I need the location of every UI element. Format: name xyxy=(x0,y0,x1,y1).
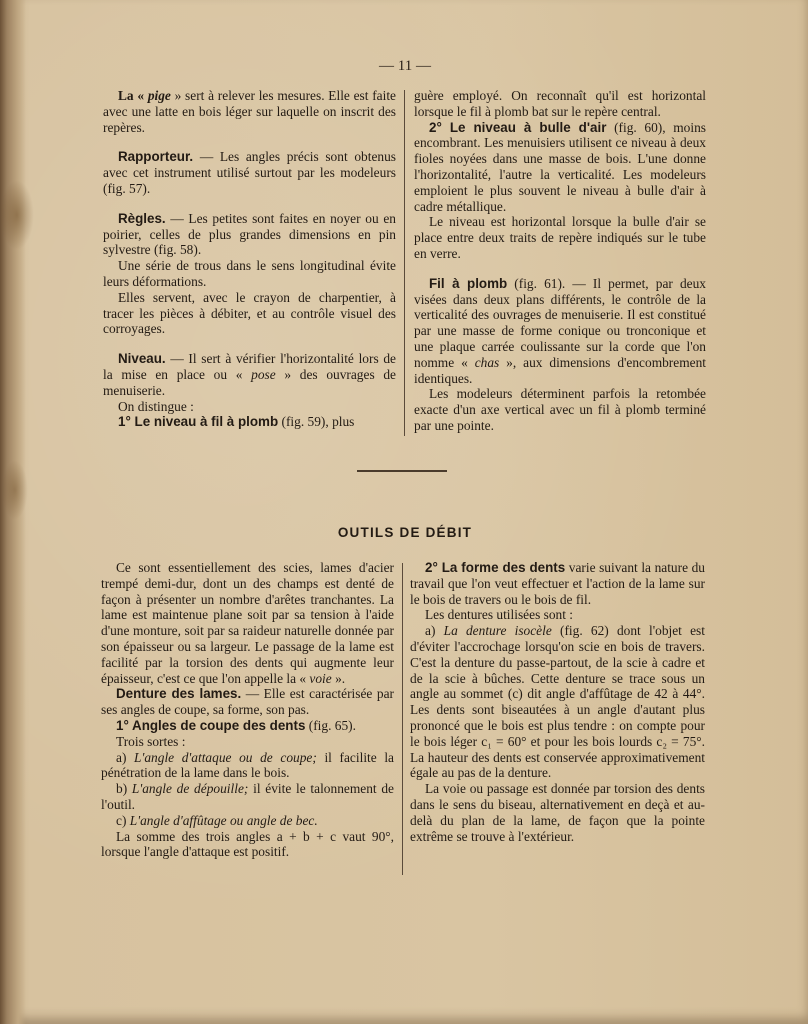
column-top-right xyxy=(414,88,706,434)
paragraph-regles-2: Une série de trous dans le sens longitudinal évite leurs déformations. xyxy=(103,258,396,289)
heading-niveau: Niveau. xyxy=(118,351,166,367)
pige-text: » sert à relever les mesures. Elle est faite avec une latte en bois léger sur laquelle on inscrit des repères. xyxy=(103,88,396,135)
angle-c-term: L'angle d'affûtage ou angle de bec. xyxy=(129,812,318,828)
paragraph-niveau xyxy=(103,351,396,398)
fil-plomb-text: (fig. 61). — Il permet, par deux visées dans deux plans différents, le contrôle de la verticalité des ouvrages de menuiserie. Il est constitué par une masse de forme conique ou tronconique et une plaque carrée coulissante sur la corde que l'on nomme « xyxy=(414,275,706,370)
list-marker: b) xyxy=(116,781,132,797)
niveau-text: — Il sert à vérifier l'horizontalité lors de la mise en place ou « xyxy=(103,351,396,382)
rapporteur-text: — Les angles précis sont obtenus avec cet instrument utilisé surtout par les modeleurs (fig. 57). xyxy=(103,149,396,196)
denture-isocele-text: (fig. 62) dont l'objet est d'éviter l'accrochage lorsqu'on scie en bois de travers. C'est la denture du passe-partout, de la scie à cadre et de la scie à bûches. Cette denture se trace sous un angle au sommet (c) dit angle d'affûtage de 42 à 44°. Les dents sont biseautées à un angle d'autant plus prononcé que le bois est plus tendre : on compte pour le bois léger c₁ = 60° et pour les bois lourds c₂ = 75°. La hauteur des dents est conservée approximativement égale au pas de la denture. xyxy=(410,623,705,781)
heading-niveau-bulle: 2° Le niveau à bulle d'air xyxy=(429,119,607,135)
book-spine xyxy=(0,0,26,1024)
paragraph-rapporteur xyxy=(103,149,396,196)
paragraph-distingue: On distingue : xyxy=(118,398,194,414)
paragraph-pige xyxy=(103,88,396,135)
list-marker: a) xyxy=(425,623,444,639)
heading-rapporteur: Rapporteur. xyxy=(118,149,194,165)
niveau-fil-text: (fig. 59), plus xyxy=(278,414,355,430)
paragraph-somme: La somme des trois angles a + b + c vaut 90°, lorsque l'angle d'attaque est positif. xyxy=(101,828,394,860)
list-marker: a) xyxy=(116,749,135,765)
fil-plomb-text-end: », aux dimensions d'encombrement identiques. xyxy=(414,354,706,386)
angle-b-term: L'angle de dépouille; xyxy=(131,781,249,797)
paragraph-trois: Trois sortes : xyxy=(116,733,186,749)
paragraph-angles xyxy=(101,718,394,734)
paragraph-intro xyxy=(101,560,394,686)
paragraph-niveau-horizontal: Le niveau est horizontal lorsque la bulle d'air se place entre deux traits de repère indiqués sur le tube en verre. xyxy=(414,214,706,261)
heading-fil-plomb: Fil à plomb xyxy=(429,275,508,291)
paragraph-modeleurs: Les modeleurs déterminent parfois la retombée exacte d'un axe vertical avec un fil à plomb terminé par une pointe. xyxy=(414,386,706,433)
regles-text: — Les petites sont faites en noyer ou en poirier, celles de plus grandes dimensions en pin sylvestre (fig. 58). xyxy=(103,210,396,258)
niveau-bulle-text: (fig. 60), moins encombrant. Les menuisiers utilisent ce niveau à deux fioles noyées dans une masse de bois. L'une donne l'horizontalité, l'autre la verticalité. Les modeleurs emploient le plus souvent le niveau à bulle d'air à cadre métallique. xyxy=(414,119,706,214)
column-top-left xyxy=(103,88,396,430)
denture-text: — Elle est caractérisée par ses angles de coupe, sa forme, son pas. xyxy=(101,686,394,718)
column-bottom-left xyxy=(101,560,394,860)
paragraph-voie: La voie ou passage est donnée par torsion des dents dans le sens du biseau, alternativement en deçà et au-delà du plan de la lame, de façon que la pointe extrême se trouve à l'extérieur. xyxy=(410,781,705,844)
forme-text: varie suivant la nature du travail que l'on veut effectuer et l'action de la lame sur le bois de travers ou le bois de fil. xyxy=(410,560,705,607)
angle-a-term: L'angle d'attaque ou de coupe; xyxy=(134,749,317,765)
paragraph-niveau-fil xyxy=(103,414,396,430)
list-item-angle-b xyxy=(101,781,394,813)
paragraph-forme xyxy=(410,560,705,607)
paragraph-regles xyxy=(103,211,396,258)
paragraph-denture-isocele xyxy=(410,623,705,781)
list-item-angle-a xyxy=(101,750,394,782)
pige-lead: La « xyxy=(118,88,148,103)
fil-plomb-term: chas xyxy=(474,354,500,370)
column-bottom-right xyxy=(410,560,705,844)
niveau-text-end: » des ouvrages de menuiserie. xyxy=(103,366,396,398)
angle-a-text: il facilite la pénétration de la lame dans le bois. xyxy=(101,749,394,781)
niveau-term: pose xyxy=(251,366,276,382)
paragraph-denture xyxy=(101,686,394,718)
heading-niveau-fil: 1° Le niveau à fil à plomb xyxy=(118,414,279,430)
column-divider xyxy=(404,90,405,436)
paragraph-niveau-bulle xyxy=(414,120,706,215)
intro-text-end: ». xyxy=(331,670,346,686)
list-item-angle-c xyxy=(101,813,394,829)
section-divider xyxy=(357,470,447,472)
column-divider xyxy=(402,563,403,875)
heading-angles: 1° Angles de coupe des dents xyxy=(116,717,306,733)
pige-term: pige xyxy=(147,88,171,103)
intro-text: Ce sont essentiellement des scies, lames d'acier trempé demi-dur, dont un des champs est denté de façon à présenter un nombre d'arêtes tranchantes. La lame est maintenue plane soit par sa tension à l'aide d'une monture, soit par sa raideur naturelle donnée par son épaisseur ou sa largeur. Le passage de la lame est facilité par la torsion des dents qui augmente leur épaisseur, c'est ce que l'on appelle la « xyxy=(101,560,394,686)
heading-regles: Règles. xyxy=(118,210,166,226)
section-title: OUTILS DE DÉBIT xyxy=(337,525,473,540)
angles-text: (fig. 65). xyxy=(305,717,356,733)
intro-term: voie xyxy=(309,670,332,686)
page-number: — 11 — xyxy=(379,58,431,74)
paragraph-continued: guère employé. On reconnaît qu'il est horizontal lorsque le fil à plomb bat sur le repère central. xyxy=(414,88,706,119)
heading-forme: 2° La forme des dents xyxy=(425,560,566,575)
list-marker: c) xyxy=(116,812,130,828)
denture-isocele-term: La denture isocèle xyxy=(443,623,552,639)
paragraph-dentures: Les dentures utilisées sont : xyxy=(425,607,574,623)
heading-denture: Denture des lames. xyxy=(116,686,242,702)
paragraph-regles-3: Elles servent, avec le crayon de charpentier, à tracer les pièces à débiter, et au contrôle visuel des corroyages. xyxy=(103,289,396,337)
angle-b-text: il évite le talonnement de l'outil. xyxy=(101,781,394,812)
paragraph-fil-plomb xyxy=(414,276,706,387)
